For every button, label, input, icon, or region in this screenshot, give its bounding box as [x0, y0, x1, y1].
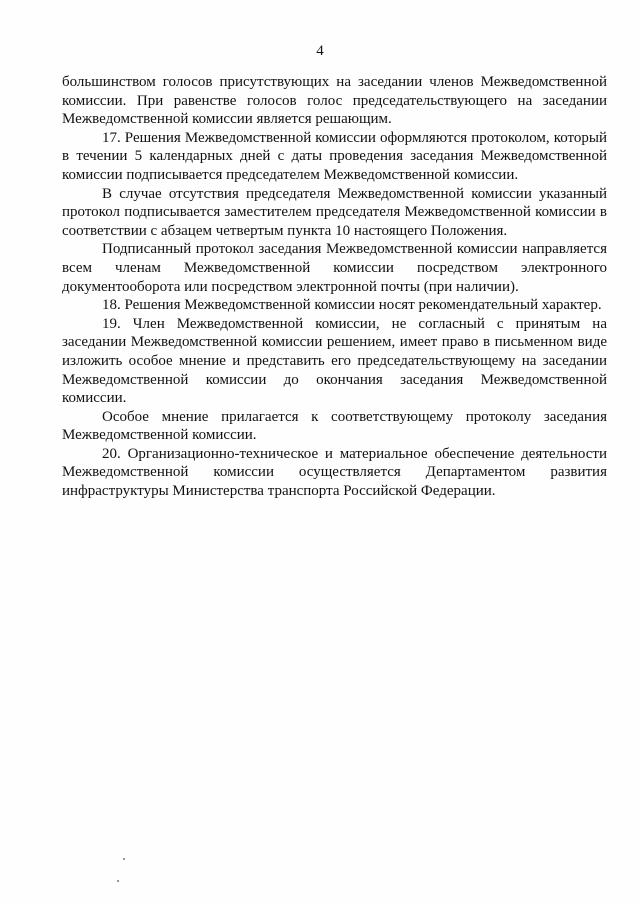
- paragraph-special-opinion: Особое мнение прилагается к соответствующему протоколу заседания Межведомственной комиссии.: [62, 408, 607, 444]
- page-number: 4: [316, 43, 324, 59]
- paragraph-item-18: 18. Решения Межведомственной комиссии носят рекомендательный характер.: [102, 297, 602, 314]
- paragraph-item-19: 19. Член Межведомственной комиссии, не согласный с принятым на заседании Межведомственной комиссии решением, имеет право в письменном виде изложить особое мнение и представить его председательствующему на заседании Межведомственной комиссии до окончания заседания Межведомственной комиссии.: [62, 315, 607, 407]
- paragraph-item-17: 17. Решения Межведомственной комиссии оформляются протоколом, который в течении 5 календарных дней с даты проведения заседания Межведомственной комиссии подписывается председателем Межведомственной комиссии.: [62, 129, 607, 183]
- paragraph-absence-of-chairman: В случае отсутствия председателя Межведомственной комиссии указанный протокол подписывается заместителем председателя Межведомственной комиссии в соответствии с абзацем четвертым пункта 10 настоящего Положения.: [62, 185, 607, 239]
- paragraph-item-20: 20. Организационно-техническое и материальное обеспечение деятельности Межведомственной комиссии осуществляется Департаментом развития инфраструктуры Министерства транспорта Российской Федерации.: [62, 445, 607, 500]
- paragraph-signed-protocol: Подписанный протокол заседания Межведомственной комиссии направляется всем членам Межведомственной комиссии посредством электронного документооборота или посредством электронной почты (при наличии).: [62, 241, 607, 295]
- paragraph-continuation: большинством голосов присутствующих на заседании членов Межведомственной комиссии. При равенстве голосов голос председательствующего на заседании Межведомственной комиссии является решающим.: [62, 74, 607, 128]
- scan-speck: [123, 858, 125, 860]
- scan-speck: [117, 880, 119, 882]
- document-body: [62, 73, 607, 501]
